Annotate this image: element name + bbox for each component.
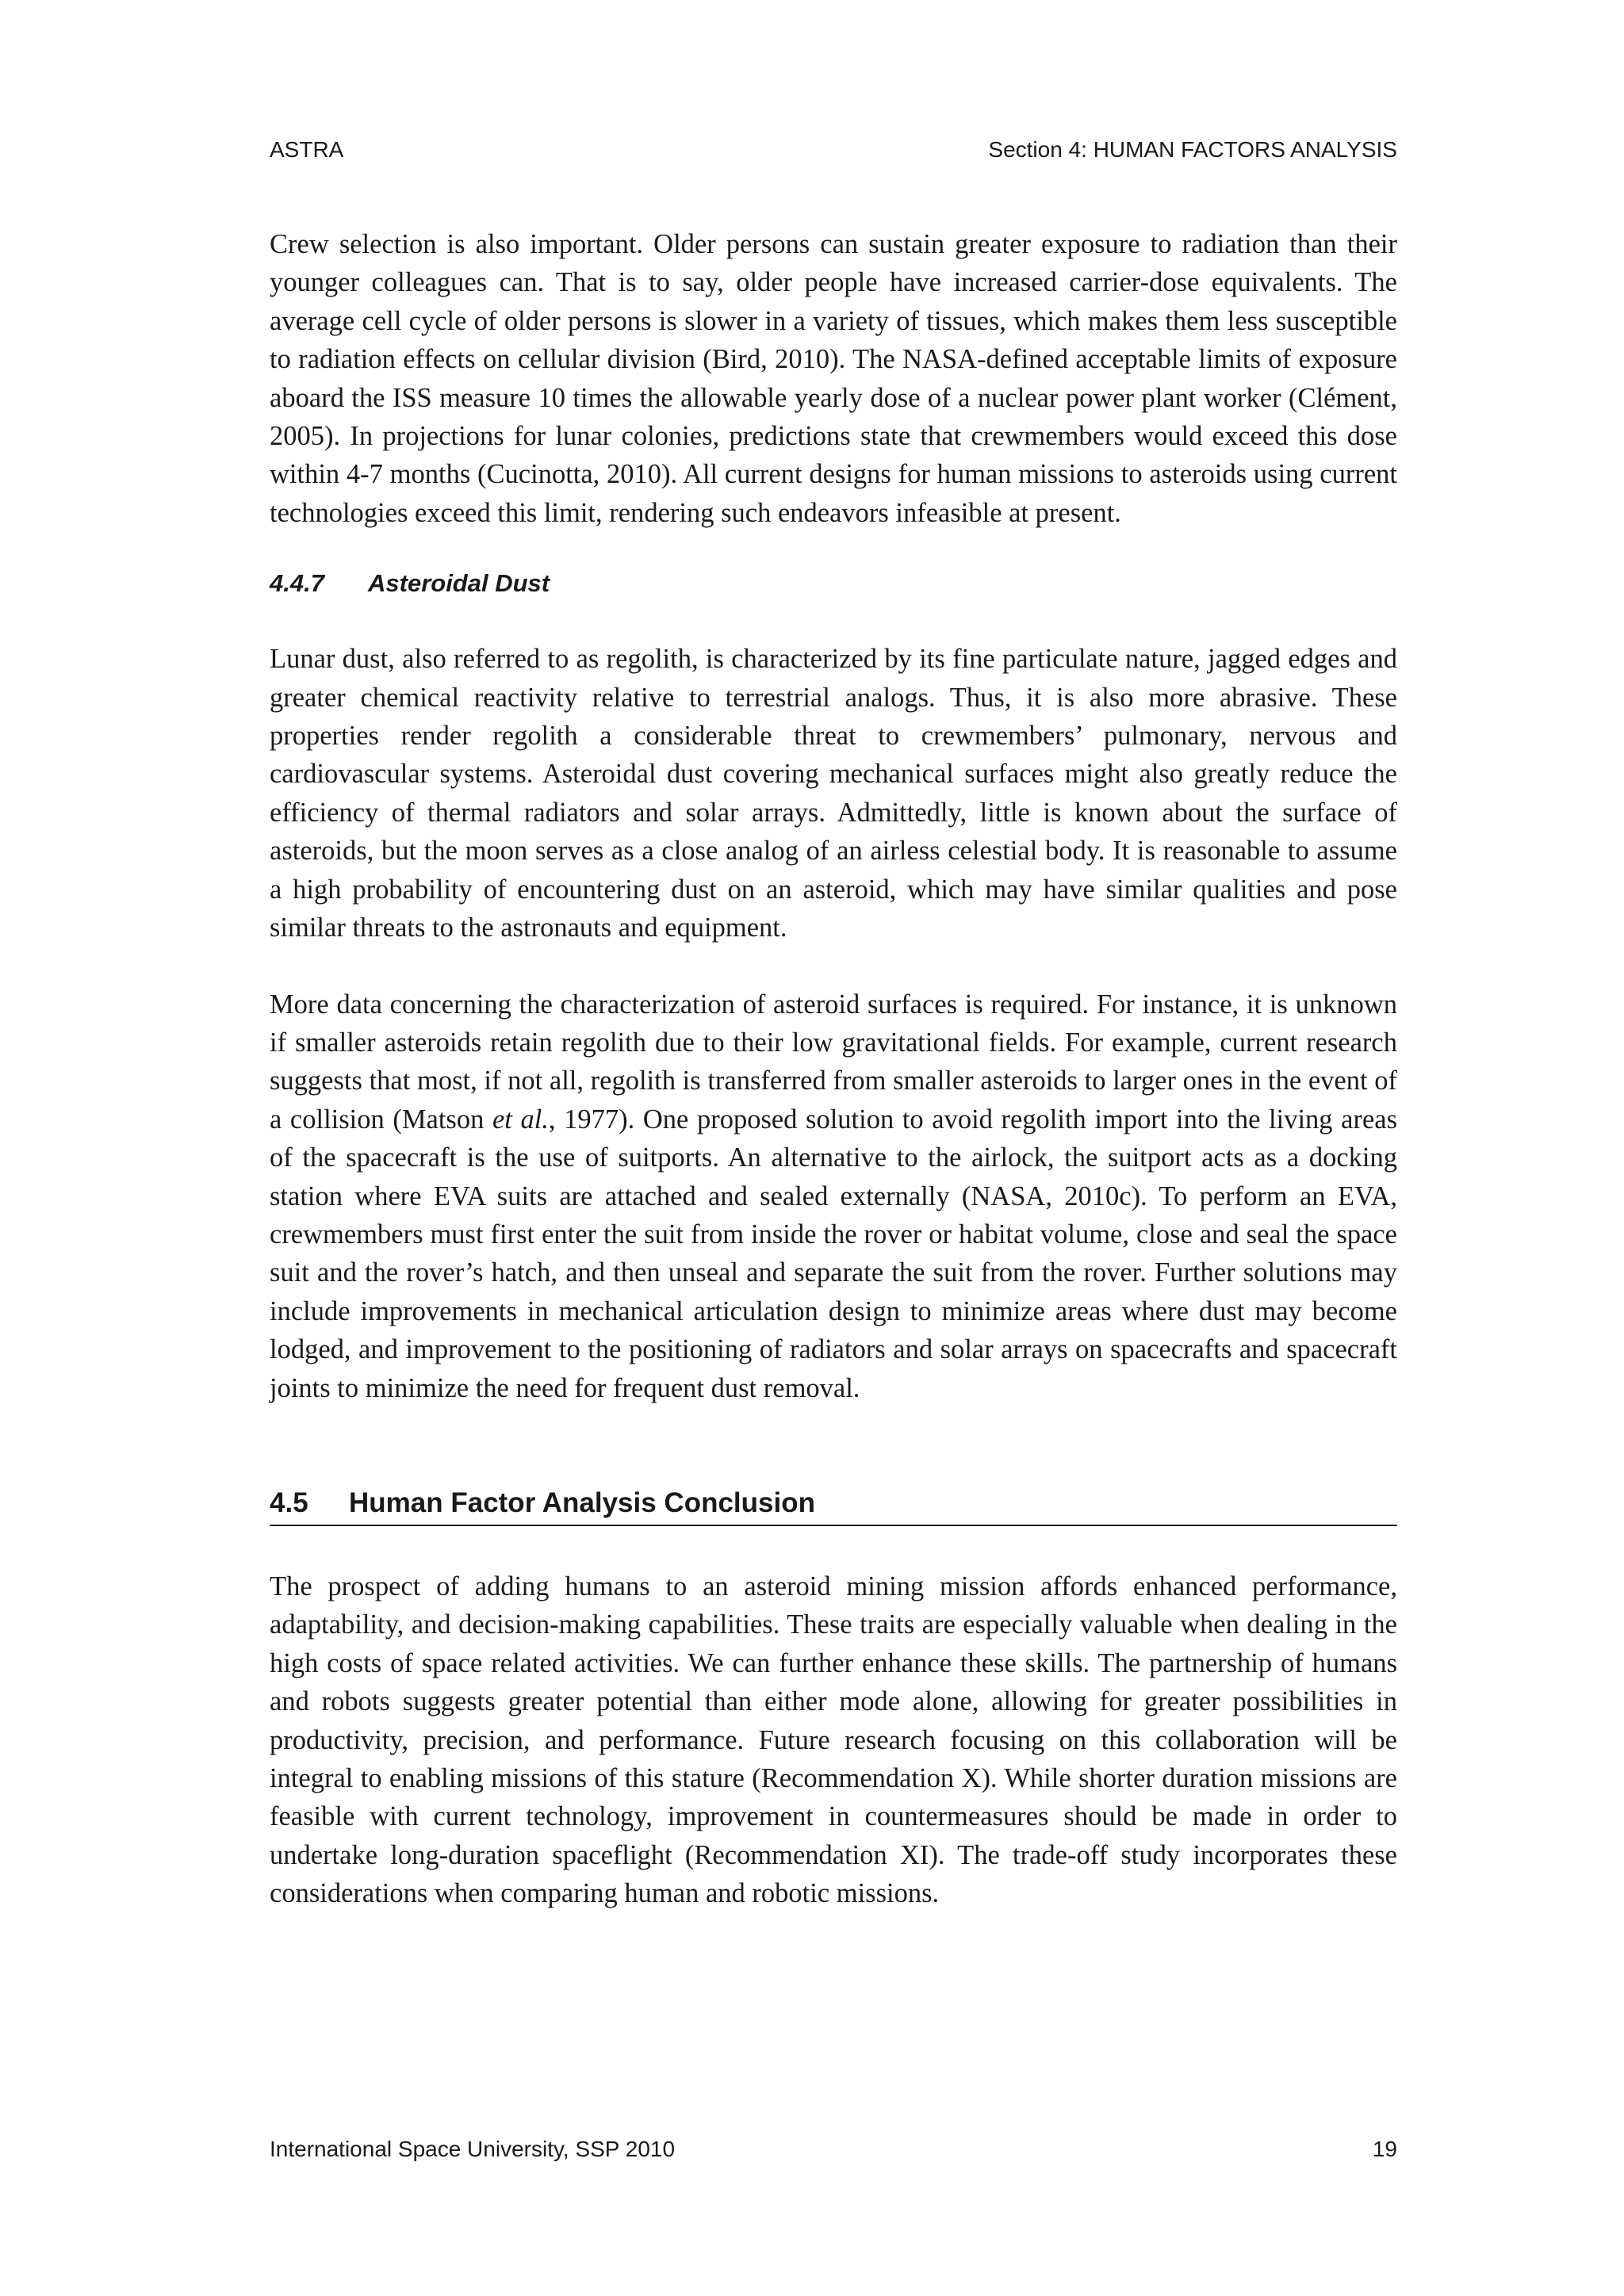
section-number: 4.5: [270, 1487, 308, 1518]
paragraph-asteroid-surfaces-part-2: , 1977). One proposed solution to avoid regolith import into the living areas of the spacecraft is the use of suitports. An alternative to the airlock, the suitport acts as a docking station where EVA suits are attached and sealed externally (NASA, 2010c). To perform an EVA, crewmembers must first enter the suit from inside the rover or habitat volume, close and seal the space suit and the rover’s hatch, and then unseal and separate the suit from the rover. Further solutions may include improvements in mechanical articulation design to minimize areas where dust may become lodged, and improvement to the positioning of radiators and solar arrays on spacecrafts and spacecraft joints to minimize the need for frequent dust removal.: [270, 1104, 1398, 1403]
header-document-title: ASTRA: [270, 137, 344, 162]
page-number: 19: [1372, 2137, 1397, 2161]
paragraph-conclusion: The prospect of adding humans to an asteroid mining mission affords enhanced performance, adaptability, and decision-making capabilities. These traits are especially valuable when dealing in the high costs of space related activities. We can further enhance these skills. The partnership of humans and robots suggests greater potential than either mode alone, allowing for greater possibilities in productivity, precision, and performance. Future research focusing on this collaboration will be integral to enabling missions of this stature (Recommendation X). While shorter duration missions are feasible with current technology, improvement in countermeasures should be made in order to undertake long-duration spaceflight (Recommendation XI). The trade-off study incorporates these considerations when comparing human and robotic missions.: [270, 1571, 1397, 1909]
paragraph-asteroid-surfaces: [270, 985, 1397, 1407]
page-body: [270, 225, 1397, 1913]
paragraph-crew-selection: Crew selection is also important. Older persons can sustain greater exposure to radiation than their younger colleagues can. That is to say, older people have increased carrier-dose equivalents. The average cell cycle of older persons is slower in a variety of tissues, which makes them less susceptible to radiation effects on cellular division (Bird, 2010). The NASA-defined acceptable limits of exposure aboard the ISS measure 10 times the allowable yearly dose of a nuclear power plant worker (Clément, 2005). In projections for lunar colonies, predictions state that crewmembers would exceed this dose within 4-7 months (Cucinotta, 2010). All current designs for human missions to asteroids using current technologies exceed this limit, rendering such endeavors infeasible at present.: [270, 229, 1397, 528]
footer-institution: International Space University, SSP 2010: [270, 2137, 676, 2161]
header-section-title: Section 4: HUMAN FACTORS ANALYSIS: [988, 137, 1397, 162]
section-heading: [270, 1487, 1397, 1526]
subsection-title: Asteroidal Dust: [368, 569, 550, 598]
section-title: Human Factor Analysis Conclusion: [349, 1487, 815, 1518]
subsection-heading: [270, 568, 1397, 599]
citation-et-al: et al.: [492, 1104, 549, 1135]
paragraph-asteroid-surfaces-part-1: More data concerning the characterization of asteroid surfaces is required. For instance, it is unknown if smaller asteroids retain regolith due to their low gravitational fields. For example, current research suggests that most, if not all, regolith is transferred from smaller asteroids to larger ones in the event of a collision (Matson: [270, 989, 1397, 1135]
paragraph-lunar-dust: Lunar dust, also referred to as regolith, is characterized by its fine particulate nature, jagged edges and greater chemical reactivity relative to terrestrial analogs. Thus, it is also more abrasive. These properties render regolith a considerable threat to crewmembers’ pulmonary, nervous and cardiovascular systems. Asteroidal dust covering mechanical surfaces might also greatly reduce the efficiency of thermal radiators and solar arrays. Admittedly, little is known about the surface of asteroids, but the moon serves as a close analog of an airless celestial body. It is reasonable to assume a high probability of encountering dust on an asteroid, which may have similar qualities and pose similar threats to the astronauts and equipment.: [270, 644, 1397, 943]
subsection-number: 4.4.7: [270, 569, 324, 598]
